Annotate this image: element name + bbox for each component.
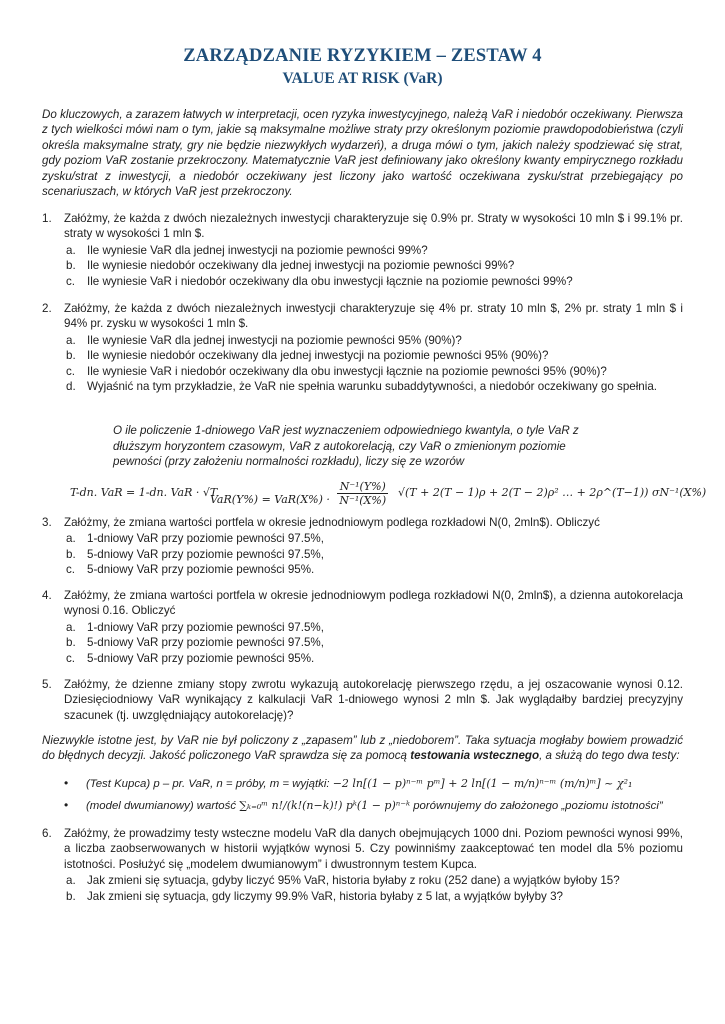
kupiec-formula: −2 ln[(1 − p)ⁿ⁻ᵐ pᵐ] + 2 ln[(1 − m/n)ⁿ⁻ᵐ (m/n)ᵐ] ~ χ²₁ <box>332 777 633 790</box>
formula-note: O ile policzenie 1-dniowego VaR jest wyznaczeniem odpowiedniego kwantyla, o tyle VaR z dłuższym horyzontem czasowym, VaR z autokorelacją, czy VaR o zmienionym poziomie pewności (przy założeniu normalności rozkładu), liczy się ze wzorów <box>113 424 579 469</box>
formula-time-scaling: T-dn. VaR = 1-dn. VaR · √T <box>70 486 218 499</box>
sub-text: Jak zmieni się sytuacja, gdyby liczyć 95% VaR, historia byłaby z roku (252 dane) a wyjątków byłoby 15? <box>87 874 620 888</box>
sub-letter: a. <box>66 874 76 888</box>
sub-question <box>20 258 683 273</box>
page-subtitle: VALUE AT RISK (VaR) <box>282 70 443 87</box>
sub-letter: b. <box>66 349 76 363</box>
bullet-kupiec-test <box>64 777 632 790</box>
sub-text: Ile wyniesie VaR i niedobór oczekiwany dla obu inwestycji łącznie na poziomie pewności 99%? <box>87 274 573 288</box>
question-text: Załóżmy, że prowadzimy testy wsteczne modelu VaR dla danych obejmujących 1000 dni. Poziom pewności wynosi 99%, a liczba zaobserwowanych w historii wyjątków wynosi 5. Czy powinniśmy zaakceptować ten model dla 5% poziomu istotności. Posłużyć się „modelem dwumianowym” i dwustronnym testem Kupca. <box>64 827 683 871</box>
binomial-formula: ∑ₖ₌₀ᵐ n!/(k!(n−k)!) pᵏ(1 − p)ⁿ⁻ᵏ <box>239 799 411 812</box>
sub-letter: b. <box>66 889 76 903</box>
sub-letter: a. <box>66 620 76 634</box>
question-2 <box>42 301 683 394</box>
backtest-keyword: testowania wstecznego <box>410 749 540 763</box>
sub-letter: d. <box>66 380 76 394</box>
question-number: 4. <box>42 589 52 602</box>
sub-text: 5-dniowy VaR przy poziomie pewności 97.5%, <box>87 547 324 561</box>
sub-letter: c. <box>66 274 76 288</box>
sub-question <box>20 620 683 635</box>
sub-letter: a. <box>66 243 76 257</box>
question-1 <box>42 211 683 289</box>
question-number: 2. <box>42 302 52 315</box>
intro-paragraph: Do kluczowych, a zarazem łatwych w interpretacji, ocen ryzyka inwestycyjnego, należą VaR i niedobór oczekiwany. Pierwsza z tych wielkości mówi nam o tym, jakie są maksymalne możliwe straty przy określonym poziomie prawdopodobieństwa (czyli określa maksymalne straty, gry nie będzie niezwykłych wydarzeń), a druga mówi o tym, jakich należy spodziewać się strat, gdy poziom VaR zostanie przekroczony. Matematycznie VaR jest definiowany jako określony kwanty empirycznego rozkładu zysku/strat z inwestycji, a niedobór oczekiwany jest liczony jako wartość oczekiwana zysku/strat przebiegający po scenariuszach, w których VaR jest przekroczony. <box>42 108 683 199</box>
question-text: Załóżmy, że zmiana wartości portfela w okresie jednodniowym podlega rozkładowi N(0, 2mln$). Obliczyć <box>64 516 600 529</box>
question-6 <box>42 826 683 904</box>
question-number: 3. <box>42 516 52 529</box>
bullet-label: (model dwumianowy) wartość <box>86 800 237 812</box>
sub-question <box>20 531 683 546</box>
sub-text: 1-dniowy VaR przy poziomie pewności 97.5%, <box>87 532 324 546</box>
bullet-binomial-model <box>64 799 663 812</box>
bullet-label-end: porównujemy do założonego „poziomu istotności” <box>413 800 663 812</box>
question-5 <box>42 677 683 723</box>
bullet-dot-icon: • <box>64 798 69 812</box>
page-title: ZARZĄDZANIE RYZYKIEM – ZESTAW 4 <box>183 46 542 66</box>
sub-text: Wyjaśnić na tym przykładzie, że VaR nie spełnia warunku subaddytywności, a niedobór oczekiwany go spełnia. <box>87 380 657 394</box>
sub-text: Ile wyniesie VaR dla jednej inwestycji na poziomie pewności 99%? <box>87 243 428 257</box>
question-text: Załóżmy, że każda z dwóch niezależnych inwestycji charakteryzuje się 0.9% pr. Straty w wysokości 10 mln $ i 99.1% pr. straty w wysokości 1 mln $. <box>64 212 683 241</box>
formula-confidence-scaling <box>210 480 388 507</box>
sub-letter: c. <box>66 563 76 577</box>
sub-text: 5-dniowy VaR przy poziomie pewności 97.5%, <box>87 636 324 650</box>
sub-text: Ile wyniesie niedobór oczekiwany dla jednej inwestycji na poziomie pewności 99%? <box>87 259 515 273</box>
sub-letter: b. <box>66 547 76 561</box>
question-number: 5. <box>42 678 52 691</box>
sub-question <box>20 547 683 562</box>
question-text: Załóżmy, że każda z dwóch niezależnych inwestycji charakteryzuje się 4% pr. straty 10 mln $, 2% pr. straty 1 mln $ i 94% pr. zysku w wysokości 1 mln $. <box>64 302 683 331</box>
sub-letter: c. <box>66 651 76 665</box>
sub-letter: c. <box>66 364 76 378</box>
question-4 <box>42 588 683 666</box>
question-number: 6. <box>42 827 52 840</box>
question-text: Załóżmy, że zmiana wartości portfela w okresie jednodniowym podlega rozkładowi N(0, 2mln$), a dzienna autokorelacja wynosi 0.16. Obliczyć <box>64 589 683 618</box>
sub-text: 5-dniowy VaR przy poziomie pewności 95%. <box>87 563 315 577</box>
sub-question <box>20 274 683 289</box>
backtest-text-end: , a służą do tego dwa testy: <box>539 749 680 763</box>
sub-letter: b. <box>66 259 76 273</box>
question-number: 1. <box>42 212 52 225</box>
sub-question <box>20 889 683 904</box>
sub-letter: b. <box>66 636 76 650</box>
sub-text: 5-dniowy VaR przy poziomie pewności 95%. <box>87 651 315 665</box>
sub-letter: a. <box>66 532 76 546</box>
bullet-dot-icon: • <box>64 776 69 790</box>
formula-numerator: N⁻¹(Y%) <box>337 480 388 494</box>
sub-question <box>20 379 683 394</box>
sub-question <box>20 348 683 363</box>
bullet-label: (Test Kupca) p – pr. VaR, n = próby, m = wyjątki: <box>86 778 330 790</box>
question-text: Załóżmy, że dzienne zmiany stopy zwrotu wykazują autokorelację pierwszego rzędu, a jej oszacowanie wynosi 0.12. Dziesięciodniowy VaR wynikający z kalkulacji VaR 1-dniowego wynosi 2 mln $. Jak wyglądałby bardziej precyzyjny szacunek (tj. uwzględniający autokorelację)? <box>64 678 683 722</box>
sub-question <box>20 364 683 379</box>
backtest-text: Niezwykle istotne jest, by VaR nie był policzony z „zapasem” lub z „niedoborem”. Taka sytuacja mogłaby bowiem prowadzić do błędnych decyzji. Jakość policzonego VaR sprawdza się za pomocą <box>42 734 683 763</box>
sub-letter: a. <box>66 333 76 347</box>
sub-text: Ile wyniesie niedobór oczekiwany dla jednej inwestycji na poziomie pewności 95% (90%)? <box>87 349 549 363</box>
sub-question <box>20 873 683 888</box>
sub-question <box>20 635 683 650</box>
sub-question <box>20 651 683 666</box>
sub-question <box>20 562 683 577</box>
sub-text: Ile wyniesie VaR dla jednej inwestycji na poziomie pewności 95% (90%)? <box>87 333 462 347</box>
sub-text: Ile wyniesie VaR i niedobór oczekiwany dla obu inwestycji łącznie na poziomie pewności 95% (90%)? <box>87 364 607 378</box>
backtest-paragraph <box>42 733 683 764</box>
question-3 <box>42 515 683 578</box>
formula-autocorrelation: √(T + 2(T − 1)ρ + 2(T − 2)ρ² … + 2ρ^(T−1)) σN⁻¹(X%) <box>398 486 707 499</box>
sub-text: Jak zmieni się sytuacja, gdy liczymy 99.9% VaR, historia byłaby z 5 lat, a wyjątków byłyby 3? <box>87 889 563 903</box>
sub-question <box>20 243 683 258</box>
formula-left: VaR(Y%) = VaR(X%) · <box>210 492 330 506</box>
sub-text: 1-dniowy VaR przy poziomie pewności 97.5%, <box>87 620 324 634</box>
sub-question <box>20 333 683 348</box>
formula-denominator: N⁻¹(X%) <box>339 494 387 507</box>
